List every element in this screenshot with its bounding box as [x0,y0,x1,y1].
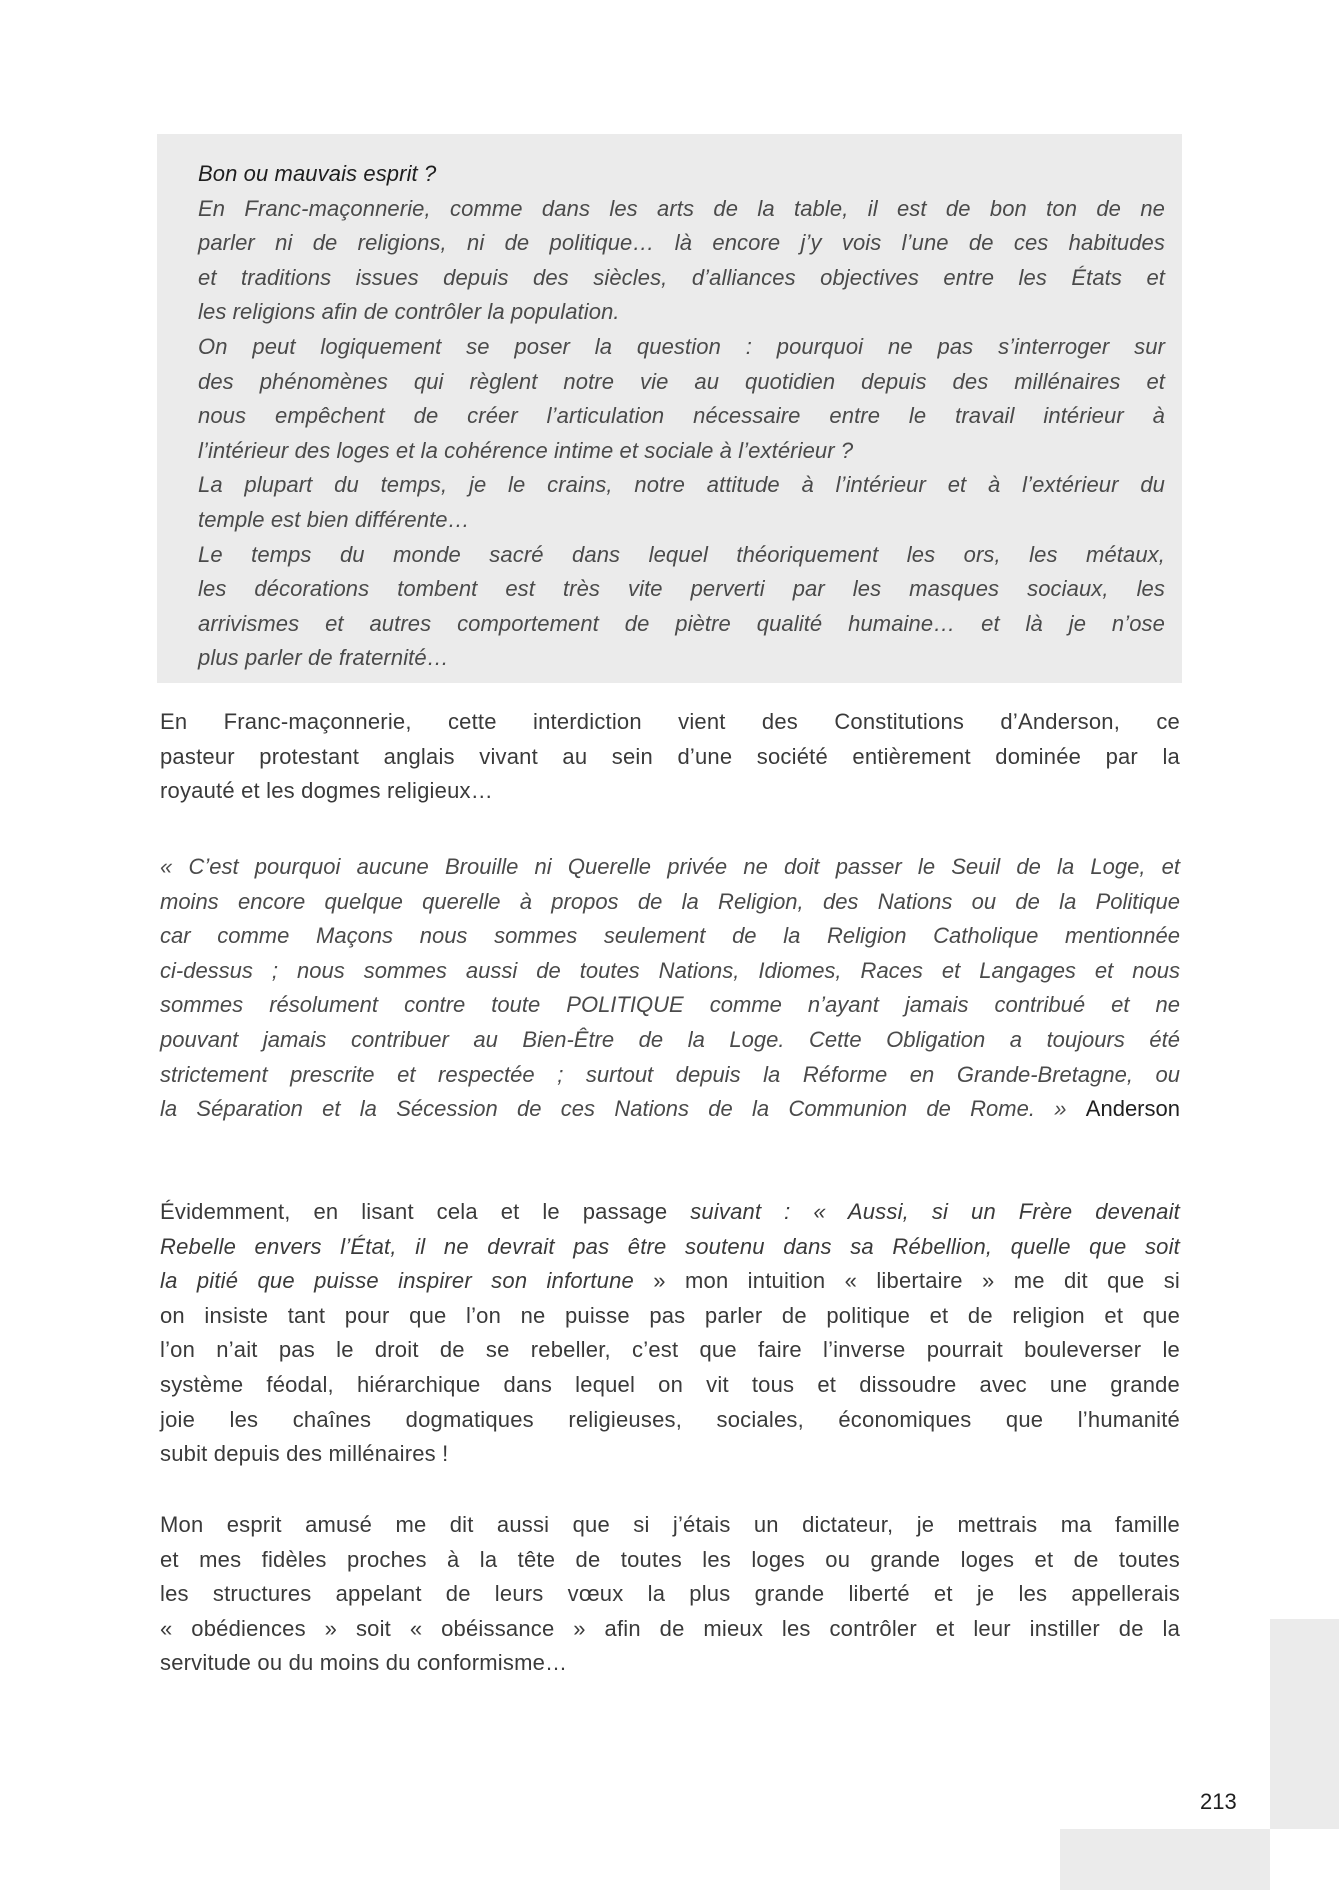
paragraph-line: subit depuis des millénaires ! [160,1441,449,1467]
paragraph-line: servitude ou du moins du conformisme… [160,1650,568,1676]
quote-line: moins encore quelque querelle à propos de la Religion, des Nations ou de la Politique [160,888,1180,914]
callout-line: et traditions issues depuis des siècles, d’alliances objectives entre les États et [198,264,1165,290]
page-footer-block [1060,1829,1270,1890]
paragraph-line: on insiste tant pour que l’on ne puisse pas parler de politique et de religion et que [160,1302,1180,1328]
text-normal: » mon intuition « libertaire » me dit que si [633,1268,1180,1294]
quote-line: pouvant jamais contribuer au Bien-Être de la Loge. Cette Obligation a toujours été [160,1026,1180,1052]
paragraph-line [160,1195,1180,1230]
callout-line: En Franc-maçonnerie, comme dans les arts de la table, il est de bon ton de ne [198,195,1165,221]
callout-line: des phénomènes qui règlent notre vie au quotidien depuis des millénaires et [198,368,1165,394]
paragraph-line: joie les chaînes dogmatiques religieuses, sociales, économiques que l’humanité [160,1406,1180,1432]
quote-line: ci-dessus ; nous sommes aussi de toutes Nations, Idiomes, Races et Langages et nous [160,957,1180,983]
paragraph-line: « obédiences » soit « obéissance » afin de mieux les contrôler et leur instiller de la [160,1615,1180,1641]
paragraph-line: En Franc-maçonnerie, cette interdiction vient des Constitutions d’Anderson, ce [160,709,1180,734]
paragraph-anderson-constitutions [160,705,1180,809]
callout-line: temple est bien différente… [198,506,470,532]
text-italic-quote: la pitié que puisse inspirer son infortune [160,1268,634,1294]
callout-line: La plupart du temps, je le crains, notre attitude à l’intérieur et à l’extérieur du [198,472,1165,498]
paragraph-line: pasteur protestant anglais vivant au sein d’une société entièrement dominée par la [160,743,1180,769]
paragraph-line: et mes fidèles proches à la tête de toutes les loges ou grande loges et de toutes [160,1546,1180,1572]
sidebar-callout-box [157,134,1182,683]
quote-attribution: Anderson [1085,1096,1180,1122]
callout-title: Bon ou mauvais esprit ? [198,161,437,186]
callout-line: les décorations tombent est très vite perverti par les masques sociaux, les [198,576,1165,602]
text-normal: Évidemment, en lisant cela et le passage [160,1199,691,1224]
callout-line: parler ni de religions, ni de politique… là encore j’y vois l’une de ces habitudes [198,230,1165,256]
callout-line: Le temps du monde sacré dans lequel théoriquement les ors, les métaux, [198,541,1165,567]
callout-line: les religions afin de contrôler la population. [198,299,620,325]
quote-last-line: la Séparation et la Sécession de ces Nations de la Communion de Rome. » [160,1096,1067,1122]
page-edge-tab [1270,1619,1339,1829]
text-italic-quote: suivant : « Aussi, si un Frère devenait [690,1199,1180,1224]
paragraph-line: l’on n’ait pas le droit de se rebeller, c’est que faire l’inverse pourrait bouleverser le [160,1337,1180,1363]
quote-line: car comme Maçons nous sommes seulement de la Religion Catholique mentionnée [160,923,1180,949]
callout-line: arrivismes et autres comportement de piètre qualité humaine… et là je n’ose [198,610,1165,636]
quote-line: sommes résolument contre toute POLITIQUE comme n’ayant jamais contribué et ne [160,992,1180,1018]
paragraph-line: Rebelle envers l’État, il ne devrait pas être soutenu dans sa Rébellion, quelle que soit [160,1233,1180,1259]
quote-line [160,1092,1180,1127]
quote-line: « C’est pourquoi aucune Brouille ni Querelle privée ne doit passer le Seuil de la Loge, et [160,854,1180,879]
callout-line: l’intérieur des loges et la cohérence intime et sociale à l’extérieur ? [198,437,854,463]
callout-line: On peut logiquement se poser la question : pourquoi ne pas s’interroger sur [198,333,1165,359]
callout-line: nous empêchent de créer l’articulation nécessaire entre le travail intérieur à [198,403,1165,429]
paragraph-line: les structures appelant de leurs vœux la plus grande liberté et je les appellerais [160,1581,1180,1607]
page-number: 213 [1200,1789,1237,1814]
quote-line: strictement prescrite et respectée ; surtout depuis la Réforme en Grande-Bretagne, ou [160,1061,1180,1087]
paragraph-mon-esprit [160,1508,1180,1681]
paragraph-evidemment [160,1195,1180,1472]
paragraph-line: royauté et les dogmes religieux… [160,778,493,804]
paragraph-line: Mon esprit amusé me dit aussi que si j’étais un dictateur, je mettrais ma famille [160,1512,1180,1537]
callout-content [198,157,1165,676]
paragraph-line [160,1264,1180,1299]
anderson-quote [160,850,1180,1127]
callout-line: plus parler de fraternité… [198,645,449,671]
paragraph-line: système féodal, hiérarchique dans lequel on vit tous et dissoudre avec une grande [160,1371,1180,1397]
